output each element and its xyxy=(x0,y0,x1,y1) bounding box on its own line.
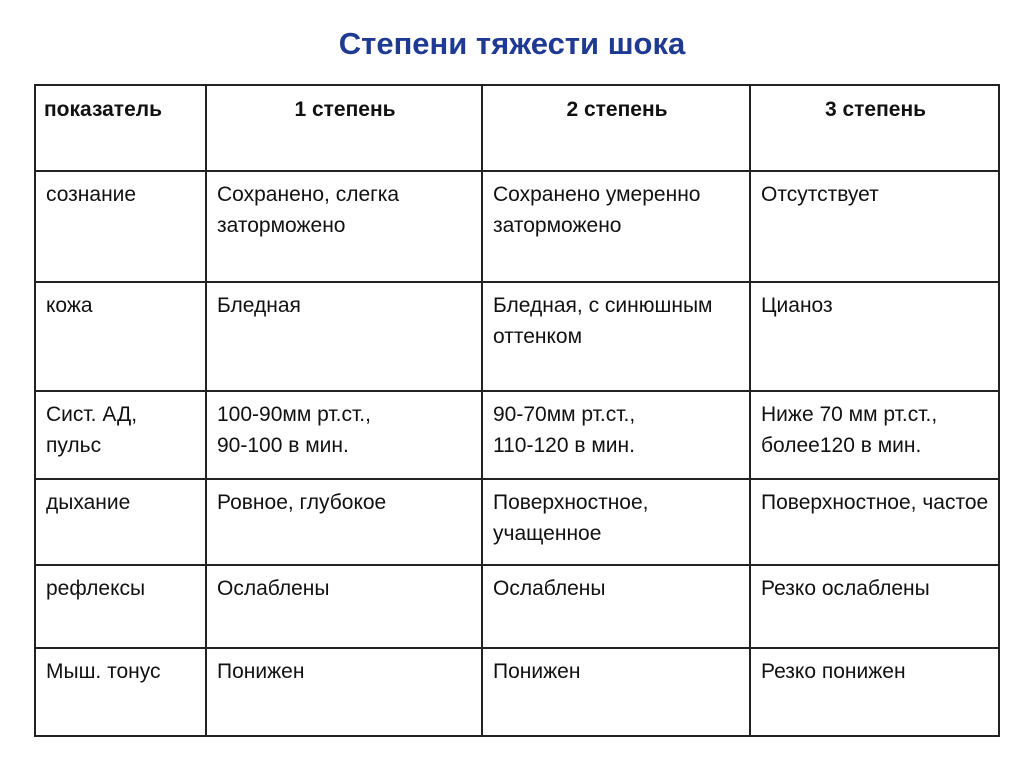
grade-2-cell xyxy=(482,648,750,736)
cell-text-line-1: 100-90мм рт.ст., xyxy=(217,403,371,426)
grade-2-cell xyxy=(482,479,750,565)
grade-3-cell xyxy=(750,282,999,391)
cell-text: Ослаблены xyxy=(217,577,330,600)
grade-1-cell xyxy=(206,479,482,565)
grade-1-cell xyxy=(206,282,482,391)
cell-text: Сохранено, слегка заторможено xyxy=(217,183,400,237)
grade-2-cell xyxy=(482,391,750,479)
indicator-cell xyxy=(35,282,206,391)
cell-text: Поверхностное, учащенное xyxy=(493,491,649,545)
table-row-muscle-tone xyxy=(35,648,999,736)
header-indicator: показатель xyxy=(35,85,206,171)
cell-text: Сохранено умеренно заторможено xyxy=(493,183,701,237)
grade-2-cell xyxy=(482,282,750,391)
indicator-cell xyxy=(35,391,206,479)
table-row-reflexes xyxy=(35,565,999,648)
grade-3-cell xyxy=(750,565,999,648)
cell-text: Бледная, с синюшным оттенком xyxy=(493,294,713,348)
grade-3-cell xyxy=(750,479,999,565)
cell-text-line-2: 90-100 в мин. xyxy=(217,434,349,457)
grade-1-cell xyxy=(206,565,482,648)
cell-text: Ослаблены xyxy=(493,577,606,600)
cell-text: Ровное, глубокое xyxy=(217,491,387,514)
grade-1-cell xyxy=(206,648,482,736)
indicator-cell xyxy=(35,171,206,282)
grade-1-cell xyxy=(206,391,482,479)
cell-text: Резко ослаблены xyxy=(761,577,930,600)
grade-2-cell xyxy=(482,171,750,282)
indicator-cell xyxy=(35,565,206,648)
cell-text: Отсутствует xyxy=(761,183,879,206)
cell-text: рефлексы xyxy=(46,577,146,600)
table-row-skin xyxy=(35,282,999,391)
header-grade-1: 1 степень xyxy=(206,85,482,171)
cell-text: Бледная xyxy=(217,294,301,317)
table-header-row xyxy=(35,85,999,171)
shock-severity-table xyxy=(34,84,1000,737)
header-grade-3: 3 степень xyxy=(750,85,999,171)
table-row-blood-pressure-pulse xyxy=(35,391,999,479)
cell-text: Мыш. тонус xyxy=(46,660,161,683)
cell-text-line-2: 110-120 в мин. xyxy=(493,434,635,457)
cell-text-line-1: Ниже 70 мм рт.ст., xyxy=(761,403,938,426)
cell-text-line-2: более120 в мин. xyxy=(761,434,922,457)
table-row-consciousness xyxy=(35,171,999,282)
grade-3-cell xyxy=(750,648,999,736)
grade-3-cell xyxy=(750,391,999,479)
cell-text: дыхание xyxy=(46,491,131,514)
cell-text: Резко понижен xyxy=(761,660,906,683)
grade-1-cell xyxy=(206,171,482,282)
cell-text: Цианоз xyxy=(761,294,833,317)
cell-text: кожа xyxy=(46,294,93,317)
cell-text: Сист. АД, пульс xyxy=(46,403,138,457)
slide-title: Степени тяжести шока xyxy=(338,26,686,61)
cell-text: Поверхностное, частое xyxy=(761,491,989,514)
header-grade-2: 2 степень xyxy=(482,85,750,171)
cell-text: Понижен xyxy=(493,660,581,683)
indicator-cell xyxy=(35,479,206,565)
cell-text: сознание xyxy=(46,183,137,206)
cell-text-line-1: 90-70мм рт.ст., xyxy=(493,403,636,426)
indicator-cell xyxy=(35,648,206,736)
cell-text: Понижен xyxy=(217,660,305,683)
grade-2-cell xyxy=(482,565,750,648)
table-row-breathing xyxy=(35,479,999,565)
grade-3-cell xyxy=(750,171,999,282)
